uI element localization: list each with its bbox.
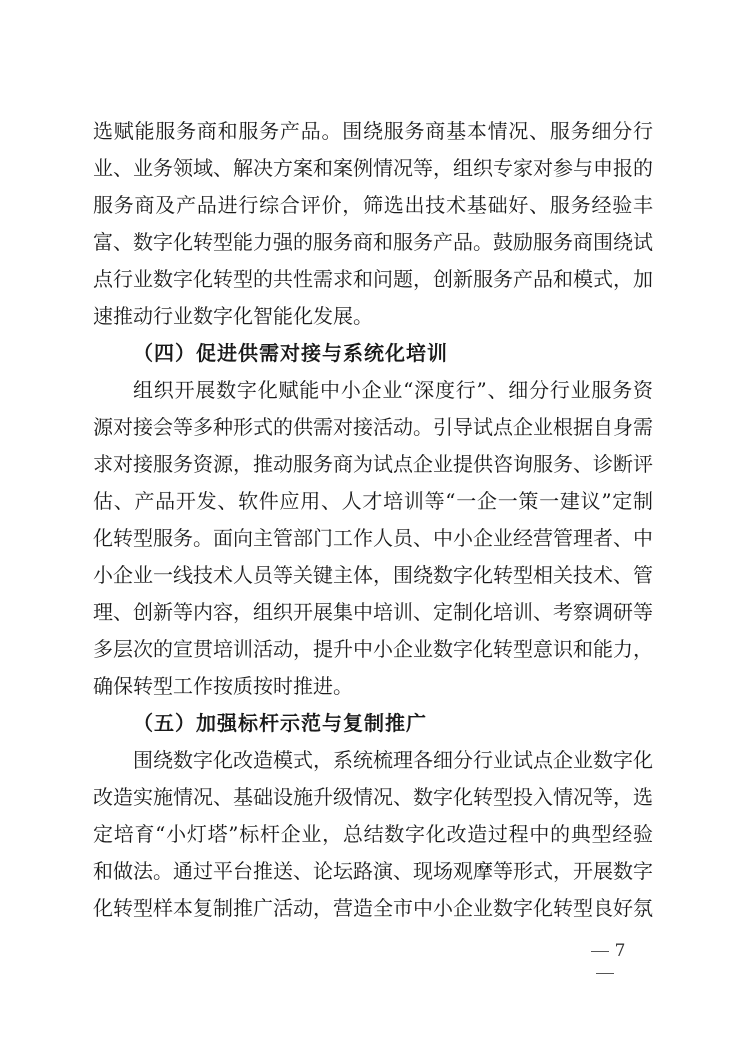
dash-left	[591, 951, 609, 952]
paragraph-line: 化转型样本复制推广活动，营造全市中小企业数字化转型良好氛	[93, 896, 653, 920]
paragraph-line: 组织开展数字化赋能中小企业“深度行”、细分行业服务资	[133, 378, 653, 402]
paragraph-line: 理、创新等内容，组织开展集中培训、定制化培训、考察调研等	[93, 600, 653, 624]
paragraph-line: 富、数字化转型能力强的服务商和服务产品。鼓励服务商围绕试	[93, 230, 653, 254]
paragraph-line: 确保转型工作按质按时推进。	[93, 674, 353, 698]
paragraph-line: 估、产品开发、软件应用、人才培训等“一企一策一建议”定制	[93, 489, 653, 513]
paragraph-line: 围绕数字化改造模式，系统梳理各细分行业试点企业数字化	[133, 748, 653, 772]
paragraph-line: 多层次的宣贯培训活动，提升中小企业数字化转型意识和能力，	[93, 637, 653, 661]
paragraph-line: 定培育“小灯塔”标杆企业，总结数字化改造过程中的典型经验	[93, 822, 653, 846]
paragraph-line: 速推动行业数字化智能化发展。	[93, 304, 373, 328]
page-number	[570, 940, 640, 962]
paragraph-line: 和做法。通过平台推送、论坛路演、现场观摩等形式，开展数字	[93, 859, 653, 883]
paragraph-line: 源对接会等多种形式的供需对接活动。引导试点企业根据自身需	[93, 415, 653, 439]
paragraph-line: 点行业数字化转型的共性需求和问题，创新服务产品和模式，加	[93, 267, 653, 291]
dash-right	[596, 973, 614, 974]
paragraph-line: 业、业务领域、解决方案和案例情况等，组织专家对参与申报的	[93, 156, 653, 180]
paragraph-line: 化转型服务。面向主管部门工作人员、中小企业经营管理者、中	[93, 526, 653, 550]
page-number-value: 7	[614, 941, 626, 961]
section-heading: （四）促进供需对接与系统化培训	[133, 341, 448, 365]
paragraph-line: 求对接服务资源，推动服务商为试点企业提供咨询服务、诊断评	[93, 452, 653, 476]
paragraph-line: 改造实施情况、基础设施升级情况、数字化转型投入情况等，选	[93, 785, 653, 809]
section-heading: （五）加强标杆示范与复制推广	[133, 711, 427, 735]
paragraph-line: 小企业一线技术人员等关键主体，围绕数字化转型相关技术、管	[93, 563, 653, 587]
paragraph-line: 服务商及产品进行综合评价，筛选出技术基础好、服务经验丰	[93, 193, 653, 217]
paragraph-line: 选赋能服务商和服务产品。围绕服务商基本情况、服务细分行	[93, 119, 653, 143]
